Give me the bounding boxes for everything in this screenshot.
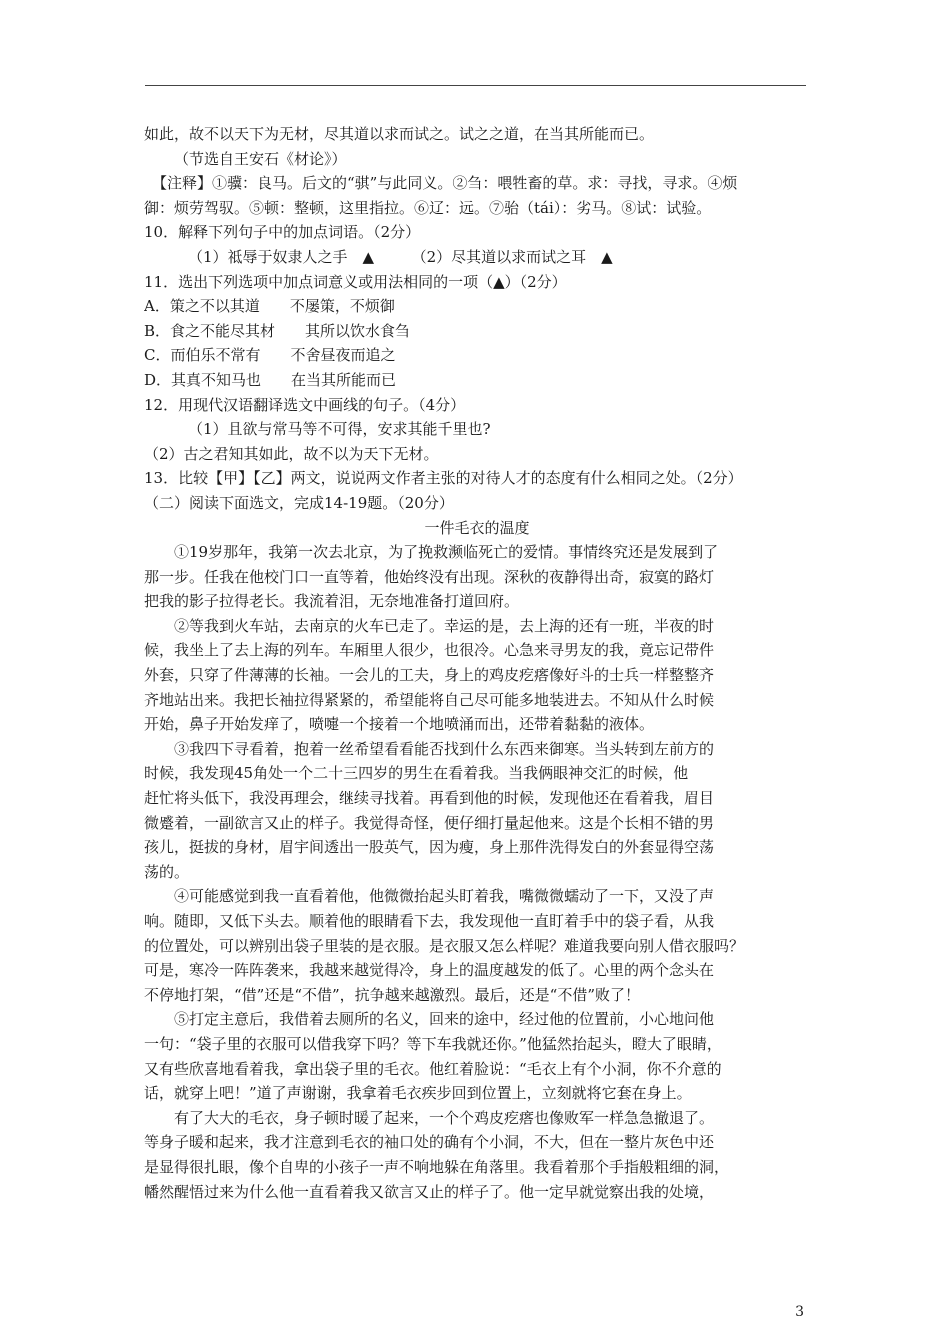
- text-line: ②等我到火车站，去南京的火车已走了。幸运的是，去上海的还有一班，半夜的时: [174, 616, 715, 635]
- text-line: 【注释】①骥：良马。后文的“骐”与此同义。②刍：喂牲畜的草。求：寻找，寻求。④烦: [152, 174, 738, 193]
- text-line: 话，就穿上吧！”道了声谢谢，我拿着毛衣疾步回到位置上，立刻就将它套在身上。: [144, 1084, 692, 1103]
- text-line: 有了大大的毛衣，身子顿时暖了起来，一个个鸡皮疙瘩也像败军一样急急撤退了。: [174, 1108, 715, 1127]
- text-line: 又有些欣喜地看着我，拿出袋子里的毛衣。他红着脸说：“毛衣上有个小洞，你不介意的: [144, 1059, 722, 1078]
- text-line: （1）且欲与常马等不可得，安求其能千里也?: [188, 420, 491, 439]
- text-line: 可是，寒冷一阵阵袭来，我越来越觉得冷，身上的温度越发的低了。心里的两个念头在: [144, 961, 715, 980]
- text-line: ①19岁那年，我第一次去北京，为了挽救濒临死亡的爱情。事情终究还是发展到了: [174, 543, 719, 562]
- text-line: 13．比较【甲】【乙】两文，说说两文作者主张的对待人才的态度有什么相同之处。（2分）: [144, 469, 743, 488]
- text-line: （节选自王安石《材论》）: [174, 149, 347, 168]
- text-line: （二）阅读下面选文，完成14-19题。（20分）: [144, 493, 454, 512]
- text-line: 开始，鼻子开始发痒了，喷嚏一个接着一个地喷涌而出，还带着黏黏的液体。: [144, 715, 655, 734]
- text-line: 时候，我发现45角处一个二十三四岁的男生在看着我。当我俩眼神交汇的时候，他: [144, 764, 689, 783]
- text-line: 外套，只穿了件薄薄的长袖。一会儿的工夫，身上的鸡皮疙瘩像好斗的士兵一样整整齐: [144, 666, 715, 685]
- text-line: 微蹙着，一副欲言又止的样子。我觉得奇怪，便仔细打量起他来。这是个长相不错的男: [144, 813, 715, 832]
- text-line: 孩儿，挺拔的身材，眉宇间透出一股英气，因为瘦，身上那件洗得发白的外套显得空荡: [144, 838, 715, 857]
- document-body: [144, 122, 810, 1204]
- text-line: ④可能感觉到我一直看着他，他微微抬起头盯着我，嘴微微蠕动了一下，又没了声: [174, 887, 715, 906]
- text-line: （1）祗辱于奴隶人之手 ▲ （2）尽其道以求而试之耳 ▲: [188, 247, 613, 266]
- text-line: 把我的影子拉得老长。我流着泪，无奈地准备打道回府。: [144, 592, 520, 611]
- text-line: 候，我坐上了去上海的列车。车厢里人很少，也很冷。心急来寻男友的我，竟忘记带件: [144, 641, 715, 660]
- text-line: 等身子暖和起来，我才注意到毛衣的袖口处的确有个小洞，不大，但在一整片灰色中还: [144, 1133, 715, 1152]
- text-line: 一件毛衣的温度: [424, 518, 530, 537]
- text-line: 响。随即，又低下头去。顺着他的眼睛看下去，我发现他一直盯着手中的袋子看，从我: [144, 912, 715, 930]
- text-line: C．而伯乐不常有 不舍昼夜而追之: [144, 346, 396, 365]
- text-line: 11．选出下列选项中加点词意义或用法相同的一项（▲）（2分）: [144, 272, 567, 291]
- text-line: 那一步。任我在他校门口一直等着，他始终没有出现。深秋的夜静得出奇，寂寞的路灯: [144, 567, 715, 586]
- text-line: 御：烦劳驾驭。⑤顿：整顿，这里指拉。⑥辽：远。⑦骀（tái）：劣马。⑧试：试验。: [144, 198, 712, 217]
- text-line: （2）古之君知其如此，故不以为天下无材。: [144, 444, 439, 463]
- text-line: 的位置处，可以辨别出袋子里装的是衣服。是衣服又怎么样呢？难道我要向别人借衣服吗？: [144, 936, 745, 955]
- text-line: A．策之不以其道 不屡策，不烦御: [144, 297, 395, 316]
- text-line: 幡然醒悟过来为什么他一直看着我又欲言又止的样子了。他一定早就觉察出我的处境，: [144, 1182, 715, 1201]
- text-line: 荡的。: [144, 862, 190, 881]
- text-line: B．食之不能尽其材 其所以饮水食刍: [144, 321, 411, 340]
- text-line: 如此，故不以天下为无材，尽其道以求而试之。试之之道，在当其所能而已。: [144, 125, 655, 143]
- text-line: 不停地打架，“借”还是“不借”，抗争越来越激烈。最后，还是“不借”败了！: [144, 985, 641, 1004]
- text-line: 12．用现代汉语翻译选文中画线的句子。（4分）: [144, 395, 466, 414]
- text-line: 10．解释下列句子中的加点词语。（2分）: [144, 223, 421, 242]
- text-line: ③我四下寻看着，抱着一丝希望看看能否找到什么东西来御寒。当头转到左前方的: [174, 739, 715, 758]
- text-line: ⑤打定主意后，我借着去厕所的名义，回来的途中，经过他的位置前，小心地问他: [174, 1010, 715, 1029]
- header-rule: [145, 85, 806, 86]
- text-line: 是显得很扎眼，像个自卑的小孩子一声不响地躲在角落里。我看着那个手指般粗细的洞，: [144, 1157, 730, 1176]
- text-line: 一句：“袋子里的衣服可以借我穿下吗？等下车我就还你。”他猛然抬起头，瞪大了眼睛，: [144, 1034, 722, 1053]
- text-line: 赶忙将头低下，我没再理会，继续寻找着。再看到他的时候，发现他还在看着我，眉目: [144, 789, 715, 808]
- page-number: 3: [795, 1304, 804, 1320]
- text-line: D．其真不知马也 在当其所能而已: [144, 370, 397, 389]
- text-line: 齐地站出来。我把长袖拉得紧紧的，希望能将自己尽可能多地装进去。不知从什么时候: [144, 690, 715, 709]
